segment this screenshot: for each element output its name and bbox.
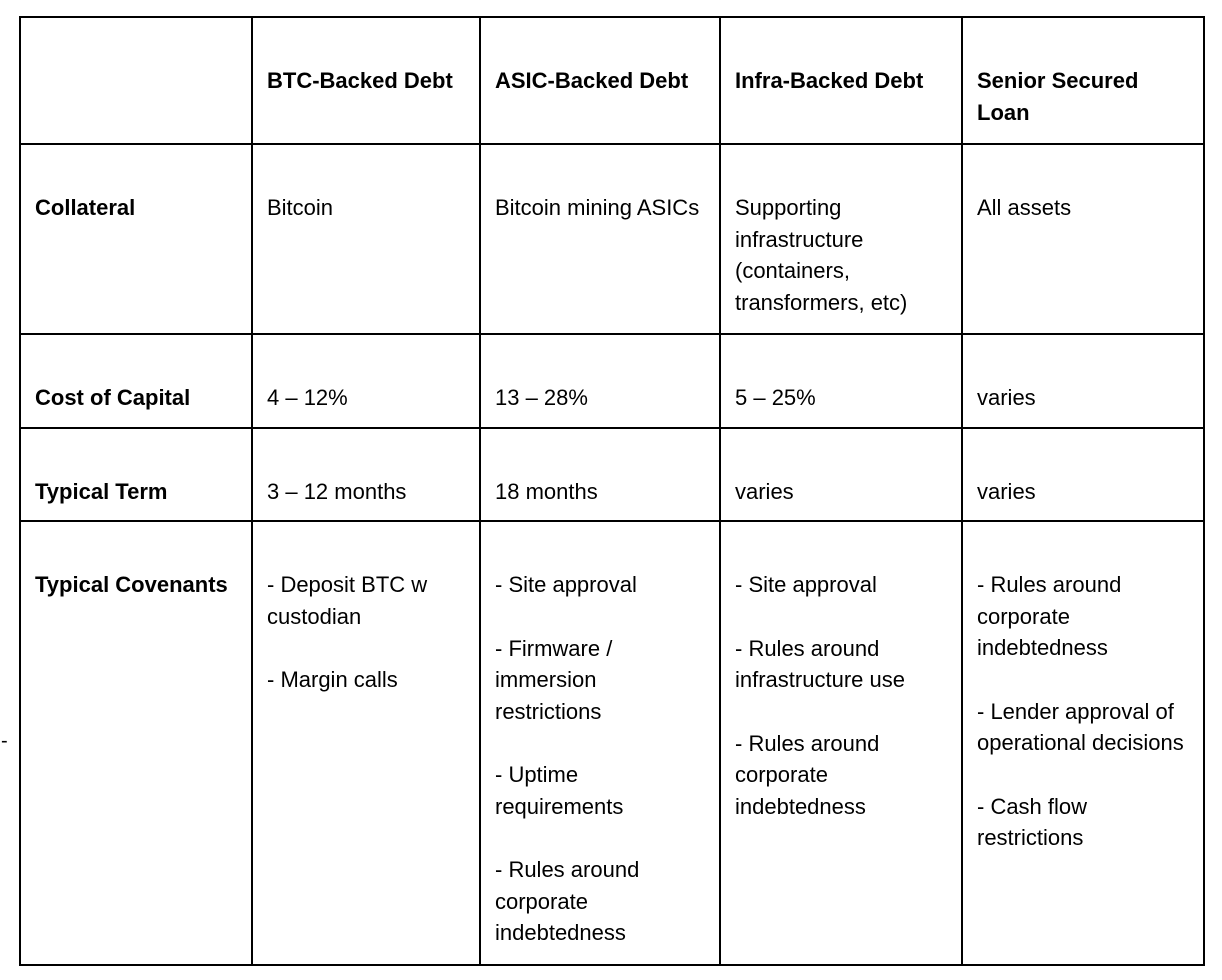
cell-covenants-btc	[252, 521, 480, 965]
cell-collateral-asic: Bitcoin mining ASICs	[480, 144, 720, 334]
cell-collateral-senior: All assets	[962, 144, 1204, 334]
table-header-row	[20, 17, 1204, 144]
table-row-collateral	[20, 144, 1204, 334]
covenant-item: - Rules around infrastructure use	[735, 635, 905, 692]
cell-term-asic: 18 months	[480, 428, 720, 521]
header-cell-btc-backed-debt: BTC-Backed Debt	[252, 17, 480, 144]
cell-covenants-asic	[480, 521, 720, 965]
debt-comparison-table	[19, 16, 1205, 966]
cell-term-btc: 3 – 12 months	[252, 428, 480, 521]
cell-term-senior: varies	[962, 428, 1204, 521]
cell-cost-senior: varies	[962, 334, 1204, 428]
covenant-item: - Site approval	[735, 572, 877, 597]
covenant-item: - Deposit BTC w custodian	[267, 572, 428, 629]
cell-term-infra: varies	[720, 428, 962, 521]
covenant-item: - Margin calls	[267, 667, 398, 692]
covenant-item: - Lender approval of operational decisions	[977, 698, 1184, 755]
cell-covenants-infra	[720, 521, 962, 965]
row-label-typical-covenants: Typical Covenants	[20, 521, 252, 965]
table-row-typical-term	[20, 428, 1204, 521]
covenant-item: - Rules around corporate indebtedness	[735, 730, 880, 819]
table-row-typical-covenants	[20, 521, 1204, 965]
cell-cost-btc: 4 – 12%	[252, 334, 480, 428]
covenant-item: - Uptime requirements	[495, 762, 624, 819]
cell-covenants-senior	[962, 521, 1204, 965]
cell-cost-infra: 5 – 25%	[720, 334, 962, 428]
covenant-item: - Site approval	[495, 572, 637, 597]
covenant-item: - Firmware / immersion restrictions	[495, 635, 613, 724]
table-row-cost-of-capital	[20, 334, 1204, 428]
header-cell-infra-backed-debt: Infra-Backed Debt	[720, 17, 962, 144]
header-cell-asic-backed-debt: ASIC-Backed Debt	[480, 17, 720, 144]
cell-collateral-infra: Supporting infrastructure (containers, transformers, etc)	[720, 144, 962, 334]
stray-dash-mark: -	[1, 730, 8, 752]
row-label-typical-term: Typical Term	[20, 428, 252, 521]
cell-collateral-btc: Bitcoin	[252, 144, 480, 334]
covenant-item: - Cash flow restrictions	[977, 793, 1088, 850]
cell-cost-asic: 13 – 28%	[480, 334, 720, 428]
header-cell-empty	[20, 17, 252, 144]
covenant-item: - Rules around corporate indebtedness	[977, 572, 1122, 660]
row-label-collateral: Collateral	[20, 144, 252, 334]
covenant-item: - Rules around corporate indebtedness	[495, 857, 640, 945]
row-label-cost-of-capital: Cost of Capital	[20, 334, 252, 428]
header-cell-senior-secured-loan: Senior Secured Loan	[962, 17, 1204, 144]
